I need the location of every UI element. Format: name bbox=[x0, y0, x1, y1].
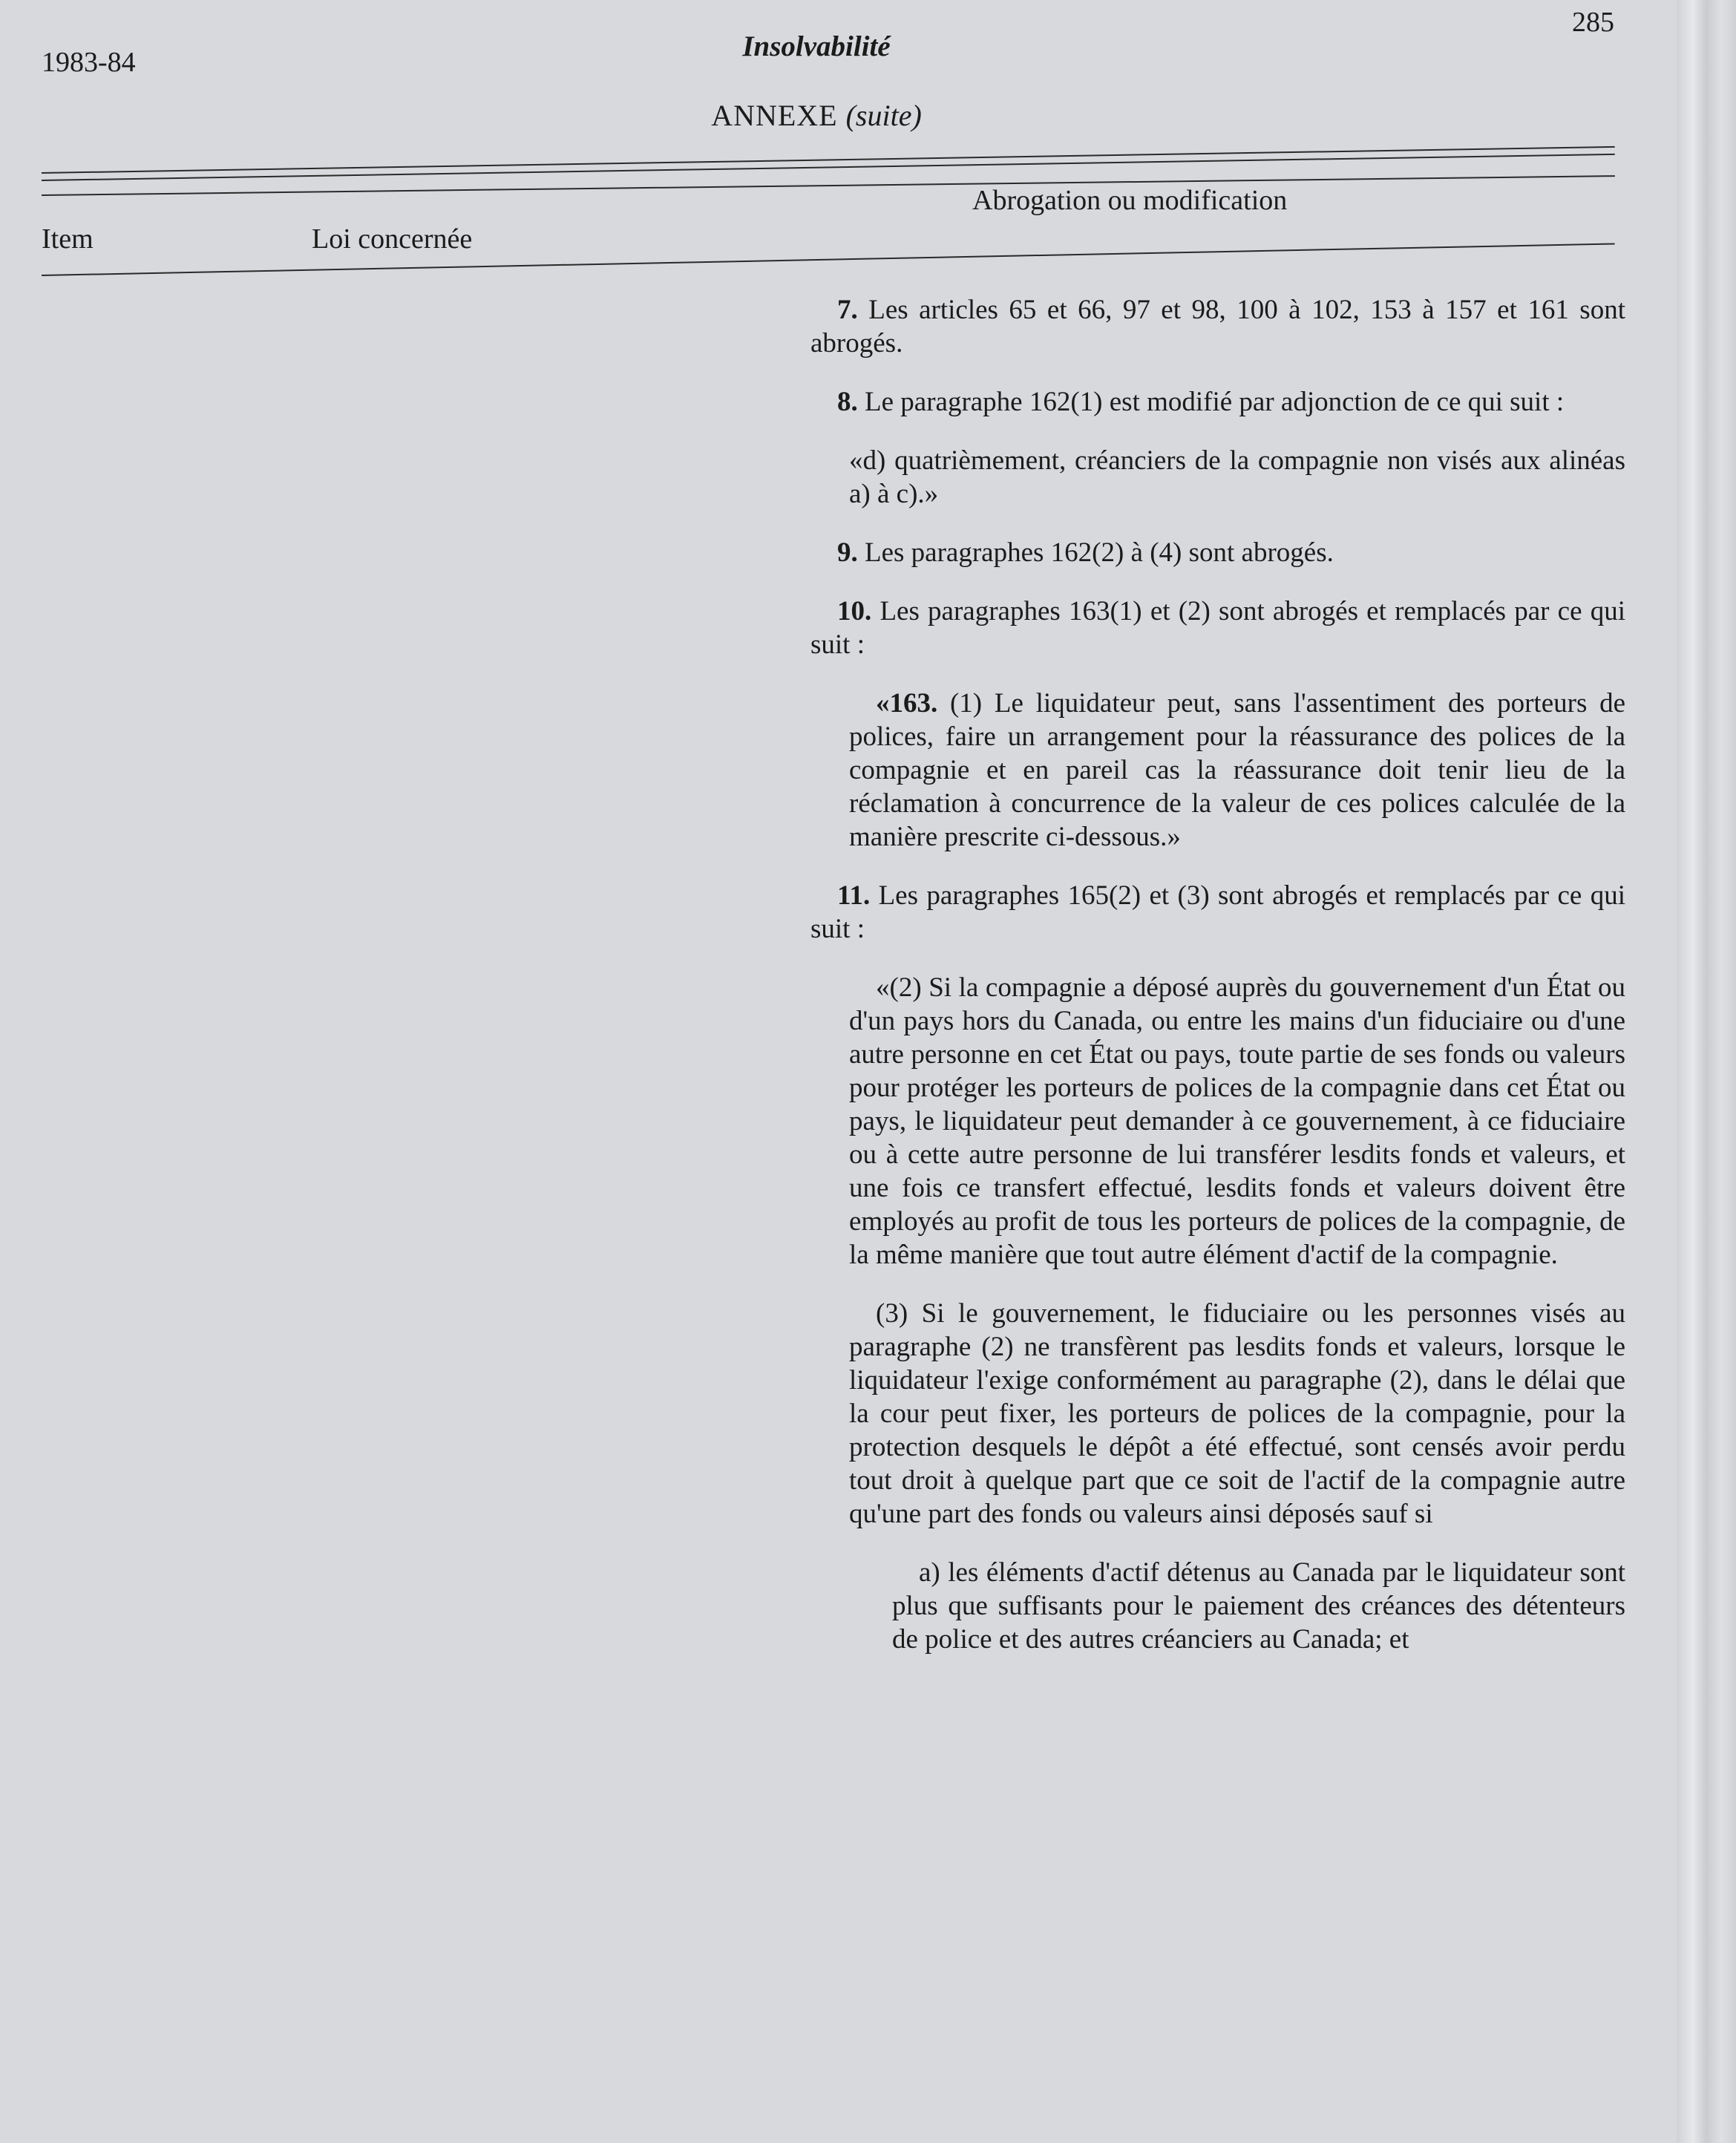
amendment-10 bbox=[810, 595, 1625, 661]
column-abrogation: Abrogation ou modification bbox=[972, 185, 1288, 216]
amendment-8 bbox=[810, 385, 1625, 419]
amendment-number: 10. bbox=[837, 596, 872, 626]
page-edge bbox=[1677, 0, 1736, 2143]
amendment-number: 8. bbox=[837, 387, 858, 417]
amendment-text: Le paragraphe 162(1) est modifié par adjonction de ce qui suit : bbox=[857, 387, 1565, 417]
amendment-9 bbox=[810, 536, 1625, 569]
section-lead: «163. bbox=[876, 688, 938, 719]
header-rule-bottom bbox=[42, 243, 1615, 276]
quoted-subsection-2: «(2) Si la compagnie a déposé auprès du gouvernement d'un État ou d'un pays hors du Canada, ou entre les mains d'un fiduciaire ou d'une autre personne en cet État ou pays, toute partie de ses fonds ou valeurs pour protéger les porteurs de polices de la compagnie dans cet État ou pays, le liquidateur peut demander à ce gouvernement, à ce fiduciaire ou à cette autre personne de lui transférer lesdits fonds et valeurs, et une fois ce transfert effectué, lesdits fonds et valeurs doivent être employés au profit de tous les porteurs de polices de la compagnie, de la même manière que tout autre élément d'actif de la compagnie. bbox=[849, 972, 1625, 1270]
amendment-number: 9. bbox=[837, 537, 858, 568]
column-item: Item bbox=[42, 223, 94, 255]
page-number: 285 bbox=[1572, 7, 1614, 38]
header-rule-middle bbox=[42, 175, 1615, 196]
annexe-title-text: ANNEXE bbox=[711, 99, 838, 132]
year-label: 1983-84 bbox=[42, 47, 136, 78]
quoted-section-163 bbox=[810, 687, 1625, 854]
quoted-clause-a: a) les éléments d'actif détenus au Canada par le liquidateur sont plus que suffisants pour le paiement des créances des détenteurs de police et des autres créanciers au Canada; et bbox=[892, 1557, 1625, 1655]
running-title: Insolvabilité bbox=[742, 30, 891, 62]
section-text: (1) Le liquidateur peut, sans l'assentiment des porteurs de polices, faire un arrangement pour la réassurance des polices de la compagnie et en pareil cas la réassurance doit tenir lieu de la réclamation à concurrence de la valeur de ces polices calculée de la manière prescrite ci-dessous.» bbox=[849, 688, 1625, 852]
amendment-text: Les paragraphes 163(1) et (2) sont abrogés et remplacés par ce qui suit : bbox=[810, 596, 1625, 660]
amendment-11 bbox=[810, 879, 1625, 946]
column-loi: Loi concernée bbox=[312, 223, 473, 255]
annexe-title bbox=[0, 98, 1633, 133]
amendment-text: Les paragraphes 165(2) et (3) sont abrogés et remplacés par ce qui suit : bbox=[810, 880, 1625, 944]
amendment-text: Les paragraphes 162(2) à (4) sont abrogés. bbox=[857, 537, 1334, 568]
amendment-number: 7. bbox=[837, 295, 858, 325]
header-rule-top-2 bbox=[42, 154, 1615, 181]
quoted-subsection-3: (3) Si le gouvernement, le fiduciaire ou les personnes visés au paragraphe (2) ne transfèrent pas lesdits fonds et valeurs, lorsque le liquidateur l'exige conformément au paragraphe (2), dans le délai que la cour peut fixer, les porteurs de polices de la compagnie, pour la protection desquels le dépôt a été effectué, sont censés avoir perdu tout droit à quelque part que ce soit de l'actif de la compagnie autre qu'une part des fonds ou valeurs ainsi déposés sauf si bbox=[849, 1298, 1625, 1529]
amendment-text: Les articles 65 et 66, 97 et 98, 100 à 102, 153 à 157 et 161 sont abrogés. bbox=[810, 295, 1625, 359]
amendment-7 bbox=[810, 293, 1625, 360]
annexe-suffix: (suite) bbox=[845, 99, 922, 132]
amendment-number: 11. bbox=[837, 880, 871, 911]
header-rule-top bbox=[42, 146, 1615, 174]
quoted-clause-d: «d) quatrièmement, créanciers de la compagnie non visés aux alinéas a) à c).» bbox=[849, 445, 1625, 509]
amendments-body bbox=[810, 293, 1625, 1681]
